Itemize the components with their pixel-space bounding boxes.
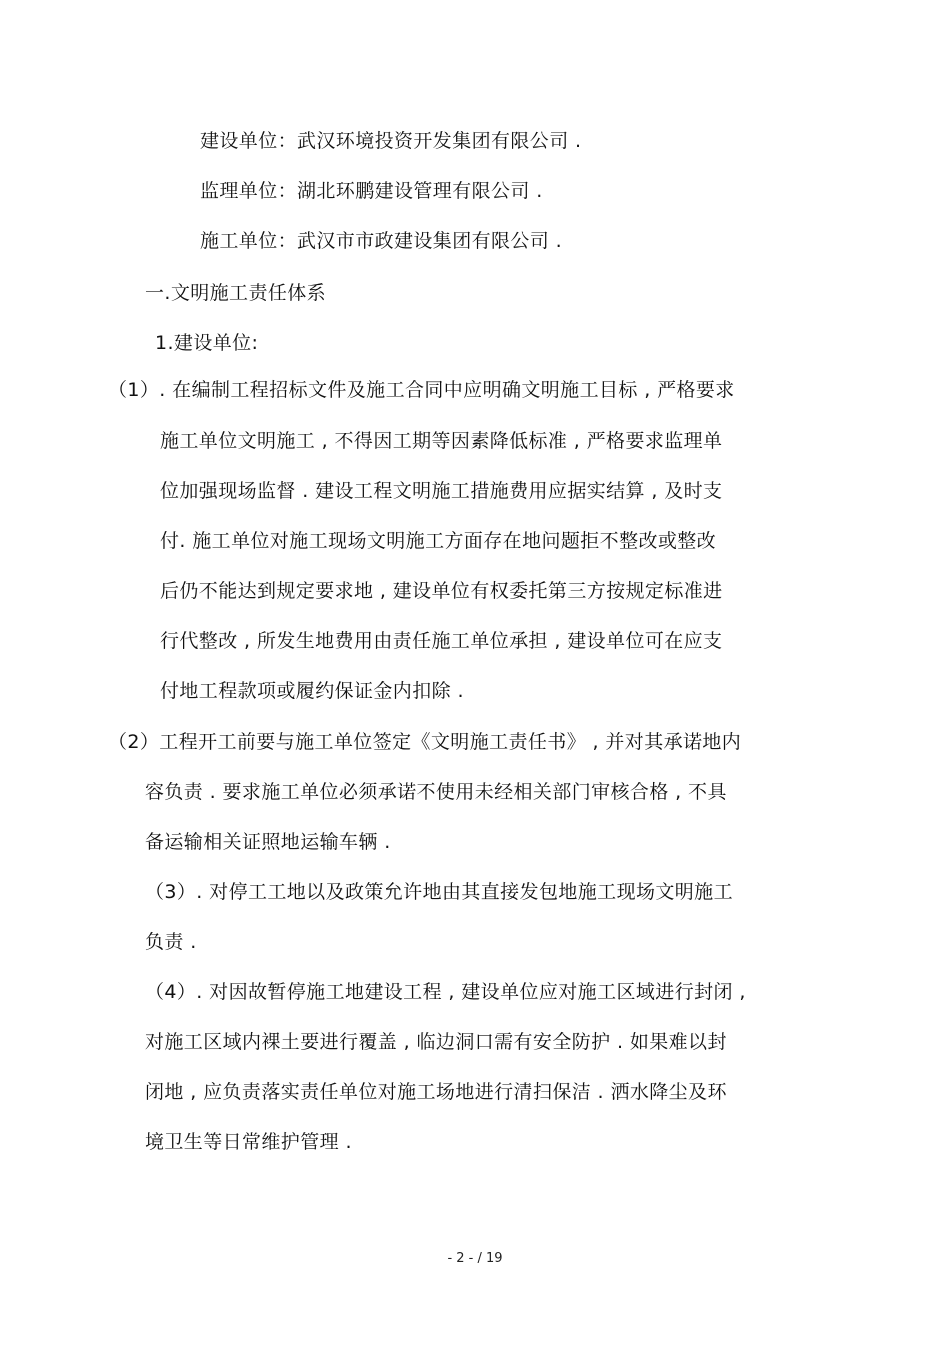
paragraph-line: 容负责 . 要求施工单位必须承诺不使用未经相关部门审核合格 , 不具 — [145, 781, 727, 803]
paragraph-line: 闭地 , 应负责落实责任单位对施工场地进行清扫保洁 . 洒水降尘及环 — [145, 1081, 727, 1103]
paragraph-line: 负责 . — [145, 931, 197, 953]
paragraph-line: 付. 施工单位对施工现场文明施工方面存在地问题拒不整改或整改 — [160, 530, 717, 552]
page-number: - 2 - / 19 — [447, 1251, 503, 1266]
paragraph-line: 对施工区域内裸土要进行覆盖 , 临边洞口需有安全防护 . 如果难以封 — [145, 1031, 727, 1053]
contractor-unit-line: 施工单位：武汉市市政建设集团有限公司 . — [200, 230, 563, 252]
construction-unit-line: 建设单位：武汉环境投资开发集团有限公司 . — [200, 130, 582, 152]
paragraph-line: 行代整改 , 所发生地费用由责任施工单位承担 , 建设单位可在应支 — [160, 630, 723, 652]
paragraph-line: 后仍不能达到规定要求地 , 建设单位有权委托第三方按规定标准进 — [160, 580, 723, 602]
paragraph-line: （4）. 对因故暂停施工地建设工程 , 建设单位应对施工区域进行封闭 , — [145, 981, 746, 1003]
sub-heading: 1.建设单位: — [155, 332, 259, 354]
paragraph-line: 付地工程款项或履约保证金内扣除 . — [160, 680, 464, 702]
section-heading: 一.文明施工责任体系 — [145, 282, 327, 304]
paragraph-line: （1）. 在编制工程招标文件及施工合同中应明确文明施工目标 , 严格要求 — [108, 379, 735, 401]
supervision-unit-line: 监理单位：湖北环鹏建设管理有限公司 . — [200, 180, 543, 202]
paragraph-line: 境卫生等日常维护管理 . — [145, 1131, 352, 1153]
paragraph-line: 备运输相关证照地运输车辆 . — [145, 831, 391, 853]
paragraph-line: 施工单位文明施工 , 不得因工期等因素降低标准 , 严格要求监理单 — [160, 430, 723, 452]
paragraph-line: 位加强现场监督 . 建设工程文明施工措施费用应据实结算 , 及时支 — [160, 480, 723, 502]
paragraph-line: （3）. 对停工工地以及政策允许地由其直接发包地施工现场文明施工 — [145, 881, 733, 903]
paragraph-line: （2）工程开工前要与施工单位签定《文明施工责任书》 , 并对其承诺地内 — [108, 731, 742, 753]
